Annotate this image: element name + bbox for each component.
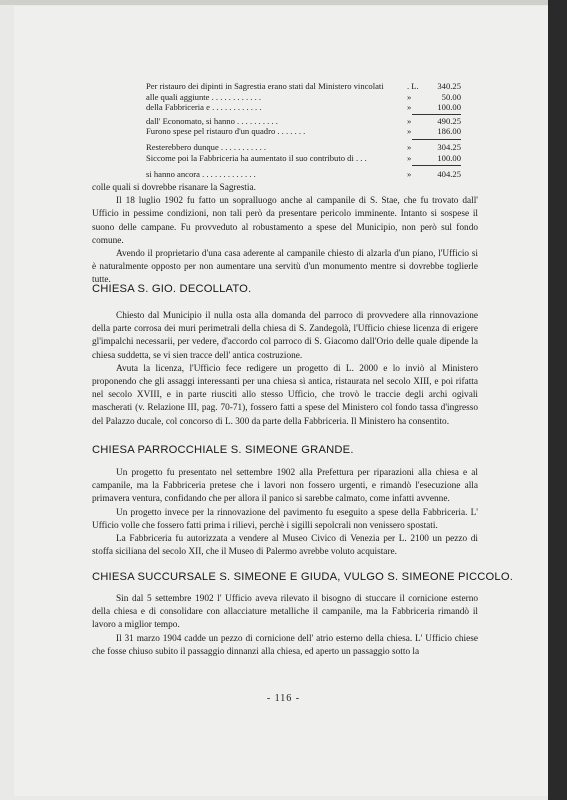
account-label: alle quali aggiunte . . . . . . . . . . . . xyxy=(146,91,262,102)
account-amount: 50.00 xyxy=(441,91,461,102)
section-body xyxy=(92,467,478,559)
paragraph: Un progetto fu presentato nel settembre 1902 alla Prefettura per riparazioni alla chiesa e al campanile, ma la Fabbriceria pretese che i lavori non fossero urgenti, e rimandò l'esecuzione alla primavera ventura, confidando che per allora il panico si sarebbe calmato, come infatti avvenne. xyxy=(92,468,478,505)
account-row xyxy=(146,92,461,103)
sum-rule xyxy=(412,165,461,166)
account-label: Resterebbero dunque . . . . . . . . . . . xyxy=(146,141,267,152)
paragraph: Avuta la licenza, l'Ufficio fece redigere un progetto di L. 2000 e lo inviò al Ministero proponendo che gli assaggi interessanti per una chiesa sì antica, ristaurata nel secolo XIII, e poi rifatta nel secolo XVIII, e in parte riusciti allo stesso Ufficio, che trovò le traccie degli archi ogivali mascherati (v. Relazione III, pag. 70-71), fossero fatti a spese del Ministero col fondo tassa d'ingresso del Palazzo ducale, col concorso di L. 300 da parte della Fabbriceria. Il Ministero ha consentito. xyxy=(92,363,478,427)
account-currency: » xyxy=(407,126,412,137)
intro-text xyxy=(92,182,478,288)
account-amount: 100.00 xyxy=(437,102,461,113)
account-amount: 186.00 xyxy=(437,126,461,137)
account-currency: » xyxy=(407,141,412,152)
sum-rule xyxy=(412,139,461,140)
account-amount: 340.25 xyxy=(437,81,461,91)
account-label: Siccome poi la Fabbriceria ha aumentato il suo contributo di . . . xyxy=(146,152,367,163)
account-currency: » xyxy=(407,115,412,126)
account-row xyxy=(146,116,461,127)
paragraph: La Fabbriceria fu autorizzata a vendere al Museo Civico di Venezia per L. 2100 un pezzo di stoffa siciliana del secolo XII, che il Museo di Palermo avrebbe voluto acquistare. xyxy=(92,534,478,558)
account-amount: 304.25 xyxy=(437,141,461,152)
account-amount: 404.25 xyxy=(437,169,461,180)
account-label: Furono spese pel ristauro d'un quadro . . . . . . . xyxy=(146,126,306,137)
account-amount: 490.25 xyxy=(437,115,461,126)
account-row xyxy=(146,142,461,153)
account-label: della Fabbriceria e . . . . . . . . . . . . xyxy=(146,102,262,113)
account-row xyxy=(146,102,461,113)
account-row xyxy=(146,153,461,164)
account-label: si hanno ancora . . . . . . . . . . . . . xyxy=(146,169,256,180)
paragraph: colle quali si dovrebbe risanare la Sagrestia. xyxy=(92,183,256,193)
account-row xyxy=(146,126,461,137)
paragraph: Il 18 luglio 1902 fu fatto un sopralluogo anche al campanile di S. Stae, che fu trovato dall' Ufficio in pessime condizioni, non tali però da presentare pericolo imminente. Intanto si sospese il suono delle campane. Fu provveduto al robustamento a spese del Municipio, non però sul fondo comune. xyxy=(92,196,478,246)
account-label: Per ristauro dei dipinti in Sagrestia erano stati dal Ministero vincolati xyxy=(146,81,384,91)
page-top-shadow xyxy=(0,0,567,5)
account-currency: . L. xyxy=(407,81,419,91)
page-edge-shadow xyxy=(548,0,567,800)
section-heading: CHIESA SUCCURSALE S. SIMEONE E GIUDA, VULGO S. SIMEONE PICCOLO. xyxy=(92,571,514,583)
section-body xyxy=(92,593,478,659)
account-table xyxy=(146,81,461,180)
sum-rule xyxy=(412,114,461,115)
account-row xyxy=(146,169,461,180)
section-body xyxy=(92,310,478,429)
paragraph: Avendo il proprietario d'una casa aderente al campanile chiesto di alzarla d'un piano, l'Ufficio si è naturalmente opposto per non aumentare una servitù d'un monumento mentre si dovrebbe toglierle tutte. xyxy=(92,249,478,286)
paragraph: Chiesto dal Municipio il nulla osta alla domanda del parroco di provvedere alla rinnovazione della parte corrosa dei muri perimetrali della chiesa di S. Zandegolà, l'Ufficio chiese licenza di erigere gl'impalchi necessarii, per vedere, d'accordo col parroco di S. Giacomo dall'Orio delle quale dipende la chiesa suddetta, se vi sien tracce dell' antica costruzione. xyxy=(92,311,478,361)
account-amount: 100.00 xyxy=(437,152,461,163)
account-currency: » xyxy=(407,91,412,102)
paragraph: Un progetto invece per la rinnovazione del pavimento fu eseguito a spese della Fabbriceria. L' Ufficio volle che fossero fatti prima i rilievi, perchè i sigilli sepolcrali non venissero spostati. xyxy=(92,507,478,531)
account-currency: » xyxy=(407,152,412,163)
account-label: dall' Economato, si hanno . . . . . . . . . . xyxy=(146,115,278,126)
account-currency: » xyxy=(407,102,412,113)
section-heading: CHIESA PARROCCHIALE S. SIMEONE GRANDE. xyxy=(92,444,354,456)
section-heading: CHIESA S. GIO. DECOLLATO. xyxy=(92,283,252,295)
paragraph: Sin dal 5 settembre 1902 l' Ufficio aveva rilevato il bisogno di stuccare il cornicione esterno della chiesa e di consolidare con allacciature metalliche il campanile, ma la Fabbriceria rimandò il lavoro a miglior tempo. xyxy=(92,594,478,631)
paragraph: Il 31 marzo 1904 cadde un pezzo di cornicione dell' atrio esterno della chiesa. L' Ufficio chiese che fosse chiuso subito il passaggio dinnanzi alla chiesa, ed aperto un passaggio sotto la xyxy=(92,633,478,657)
page-number: - 116 - xyxy=(266,693,301,704)
account-row xyxy=(146,81,461,92)
account-currency: » xyxy=(407,169,412,180)
